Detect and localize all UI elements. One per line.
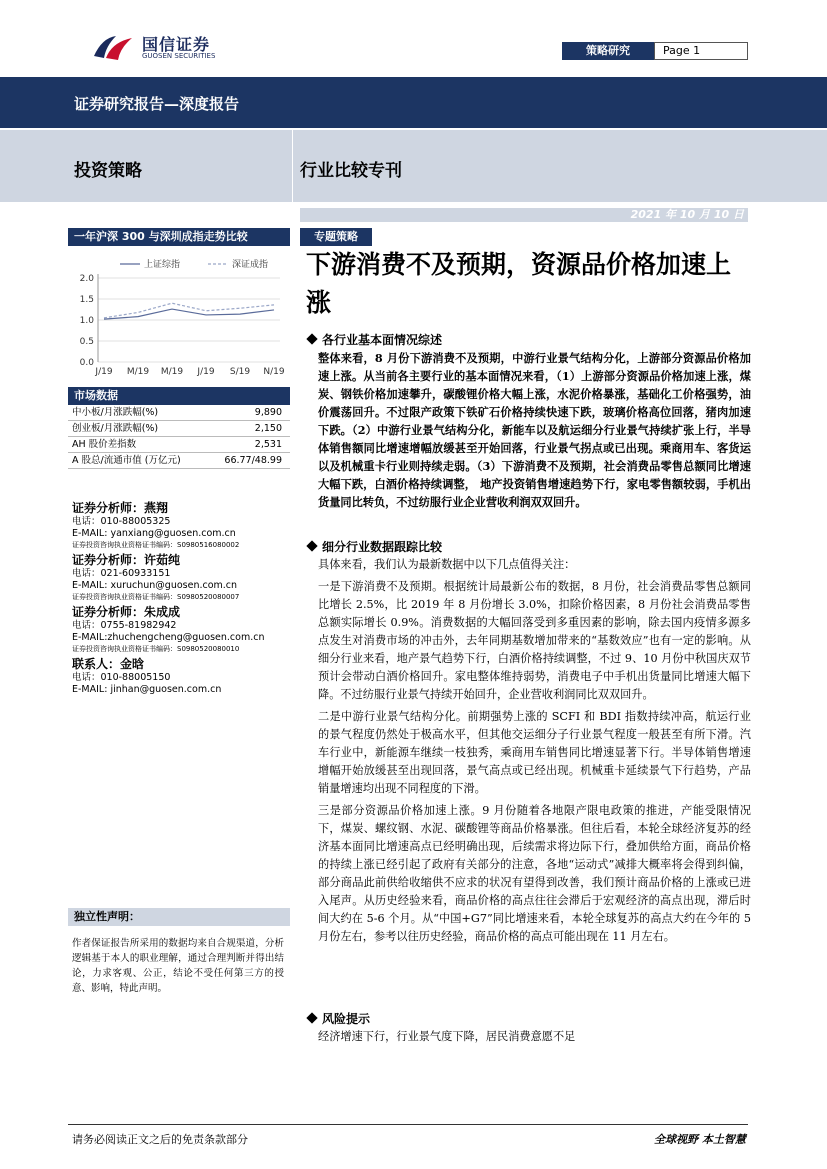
article-title: 下游消费不及预期，资源品价格加速上涨: [306, 250, 732, 317]
table-row: [68, 437, 290, 453]
paragraph: 三是部分资源品价格加速上涨。9 月份随着各地限产限电政策的推进，产能受限情况下，煤炭、螺纹钢、水泥、碳酸锂等商品价格暴涨。但往后看，本轮全球经济复苏的经济基本面同比增速高点已经明确出现，后续需求将边际下行，叠加供给方面，商品价格的持续上涨已经引起了政府有关部分的注意，各地“运动式”减排大概率将会得到纠偏，部分商品此前供给收缩供不应求的状况有望得到改善，我们预计商品价格的上涨或已进入尾声。从历史经验来看，商品价格的高点往往会滞后于宏观经济的高点出现，滞后时间大约在 5-6 个月。从“中国+G7”同比增速来看，本轮全球复苏的高点大约在今年的 5 月份左右，参考以往历史经验，商品价格的高点可能出现在 11 月左右。: [318, 804, 751, 943]
brand-logo: [92, 30, 222, 66]
analyst-email[interactable]: E-MAIL:zhuchengcheng@guosen.com.cn: [72, 632, 265, 643]
category-band: [0, 130, 827, 202]
section-heading: [306, 538, 751, 556]
analyst-name: 证券分析师：燕翔: [72, 501, 169, 515]
y-tick-label: 2.0: [79, 274, 94, 284]
y-tick-label: 0.0: [79, 358, 94, 368]
table-row: [68, 421, 290, 437]
diamond-bullet-icon: [306, 333, 317, 344]
section-overview: [306, 331, 751, 511]
y-tick-label: 1.5: [79, 295, 94, 305]
analyst-phone: 电话：021-60933151: [72, 568, 171, 579]
series-title: 行业比较专刊: [300, 161, 402, 181]
legend-label: 深证成指: [232, 260, 269, 270]
analyst-name: 证券分析师：许茹纯: [72, 553, 181, 567]
market-value: 66.77/48.99: [224, 455, 282, 466]
x-tick-label: M/19: [160, 367, 184, 377]
y-tick-label: 1.0: [79, 316, 94, 326]
section-risk: [306, 1010, 751, 1046]
analyst-card: [72, 552, 292, 602]
market-value: 2,150: [254, 423, 282, 434]
section-body: 经济增速下行，行业景气度下降，居民消费意愿不足: [318, 1030, 576, 1043]
x-tick-label: M/19: [126, 367, 150, 377]
market-value: 2,531: [254, 439, 282, 450]
market-value: 9,890: [254, 407, 282, 418]
guosen-logo-icon: [92, 32, 136, 62]
band-divider: [292, 130, 293, 202]
y-tick-label: 0.5: [79, 337, 94, 347]
analyst-card: [72, 500, 292, 550]
x-tick-label: S/19: [229, 367, 251, 377]
date-bar: [300, 208, 748, 222]
analyst-cert: 证券投资咨询执业资格证书编码：S0980516080002: [72, 541, 240, 549]
analyst-card: [72, 604, 292, 654]
report-type: 证券研究报告—深度报告: [74, 95, 240, 113]
market-key: 中小板/月涨跌幅(%): [72, 407, 159, 418]
page-label: Page 1: [654, 42, 748, 60]
diamond-bullet-icon: [306, 1012, 317, 1023]
analyst-card: [72, 656, 292, 696]
section-body: 整体来看，8 月份下游消费不及预期，中游行业景气结构分化，上游部分资源品价格加速上涨。从当前各主要行业的基本面情况来看，（1）上游部分资源品价格加速上涨，煤炭、钢铁价格加速攀升，碳酸锂价格大幅上涨，水泥价格暴涨，基础化工价格强势，油价震荡回升。不过限产政策下铁矿石价格持续快速下跌，玻璃价格高位回落，猪肉加速下跌。（2）中游行业景气结构分化，新能车以及航运细分行业景气持续扩张上行，半导体销售额同比增速增幅放缓甚至开始回落，行业景气拐点或已出现。乘商用车、客货运以及机械重卡行业则持续走弱。（3）下游消费不及预期，社会消费品零售总额同比增速大幅下跌，白酒价格持续调整， 地产投资销售增速趋势下行，家电零售额较弱，手机出货量同比转负，不过纺服行业企业营收利润双双回升。: [318, 351, 751, 509]
analyst-list: [72, 500, 292, 696]
trend-chart: [68, 248, 290, 382]
analyst-phone: 电话：010-88005325: [72, 516, 171, 527]
report-date: 2021 年 10 月 10 日: [630, 208, 744, 221]
report-type-band: [0, 77, 827, 128]
series-line: [104, 303, 274, 318]
analyst-email[interactable]: E-MAIL: xuruchun@guosen.com.cn: [72, 580, 238, 591]
x-tick-label: J/19: [197, 367, 215, 377]
analyst-phone: 电话：010-88005150: [72, 672, 171, 683]
analyst-name: 证券分析师：朱成成: [72, 605, 181, 619]
section-heading-text: 细分行业数据跟踪比较: [322, 540, 443, 554]
brand-subtitle: GUOSEN SECURITIES: [142, 52, 216, 60]
analyst-phone: 电话：0755-81982942: [72, 620, 177, 631]
independence-text: 作者保证报告所采用的数据均来自合规渠道，分析逻辑基于本人的职业理解，通过合理判断并得出结论，力求客观、公正，结论不受任何第三方的授意、影响，特此声明。: [72, 938, 284, 994]
analyst-email[interactable]: E-MAIL: yanxiang@guosen.com.cn: [72, 528, 236, 539]
table-row: [68, 453, 290, 469]
doc-tag: 策略研究: [562, 42, 654, 60]
independence-heading: 独立性声明：: [68, 908, 290, 926]
market-heading: 市场数据: [68, 387, 290, 405]
market-key: A 股总/流通市值 (万亿元): [72, 455, 181, 466]
paragraph: 二是中游行业景气结构分化。前期强势上涨的 SCFI 和 BDI 指数持续冲高，航运行业的景气程度仍然处于极高水平，但其他交运细分子行业景气程度一般甚至有所下滑。汽车行业中，新能源车继续一枝独秀，乘商用车销售同比增速显著下行。半导体销售增速增幅开始放缓甚至出现回落，景气高点或已经出现。机械重卡延续景气下行趋势，产品销量增速均出现不同程度的下滑。: [318, 710, 751, 795]
diamond-bullet-icon: [306, 540, 317, 551]
section-heading-text: 风险提示: [322, 1012, 371, 1026]
section-intro: 具体来看，我们认为最新数据中以下几点值得关注：: [318, 558, 576, 571]
table-row: [68, 405, 290, 421]
footer-slogan: 全球视野 本土智慧: [654, 1133, 746, 1146]
analyst-name: 联系人：金晗: [72, 657, 145, 671]
section-heading-text: 各行业基本面情况综述: [322, 333, 443, 347]
brand-name: 国信证券: [142, 35, 211, 54]
chart-heading: 一年沪深 300 与深圳成指走势比较: [68, 228, 290, 246]
analyst-email[interactable]: E-MAIL: jinhan@guosen.com.cn: [72, 684, 222, 695]
analyst-cert: 证券投资咨询执业资格证书编码：S0980520080007: [72, 593, 240, 601]
x-tick-label: N/19: [263, 367, 285, 377]
x-tick-label: J/19: [95, 367, 113, 377]
market-key: AH 股价差指数: [72, 439, 137, 450]
analyst-cert: 证券投资咨询执业资格证书编码：S0980520080010: [72, 645, 240, 653]
footer-divider: [68, 1124, 748, 1125]
market-table: [68, 405, 290, 469]
market-key: 创业板/月涨跌幅(%): [72, 423, 159, 434]
section-heading: [306, 331, 751, 349]
paragraph: 一是下游消费不及预期。根据统计局最新公布的数据，8 月份，社会消费品零售总额同比增长 2.5%，比 2019 年 8 月份增长 3.0%，扣除价格因素，8 月份社会消费品零售总额实际增长 0.9%。消费数据的大幅回落受到多重因素的影响，除去国内疫情多源多点发生对消费市场的冲击外，去年同期基数增加带来的“基数效应”也有一定的影响。从细分行业来看，地产景气趋势下行，白酒价格持续调整，不过 9、10 月份中秋国庆双节预计会带动白酒价格回升。家电整体维持弱势，消费电子中手机出货量同比增速大幅下降。不过纺服行业景气持续开始回升，企业营收利润同比双双回升。: [318, 580, 751, 701]
category-title: 投资策略: [74, 161, 142, 181]
section-tracking: [306, 538, 751, 950]
trend-chart-svg: [68, 248, 290, 382]
topic-tag: 专题策略: [300, 228, 372, 246]
legend-label: 上证综指: [144, 260, 181, 270]
footer-disclaimer: 请务必阅读正文之后的免责条款部分: [72, 1133, 248, 1146]
section-heading: [306, 1010, 751, 1028]
